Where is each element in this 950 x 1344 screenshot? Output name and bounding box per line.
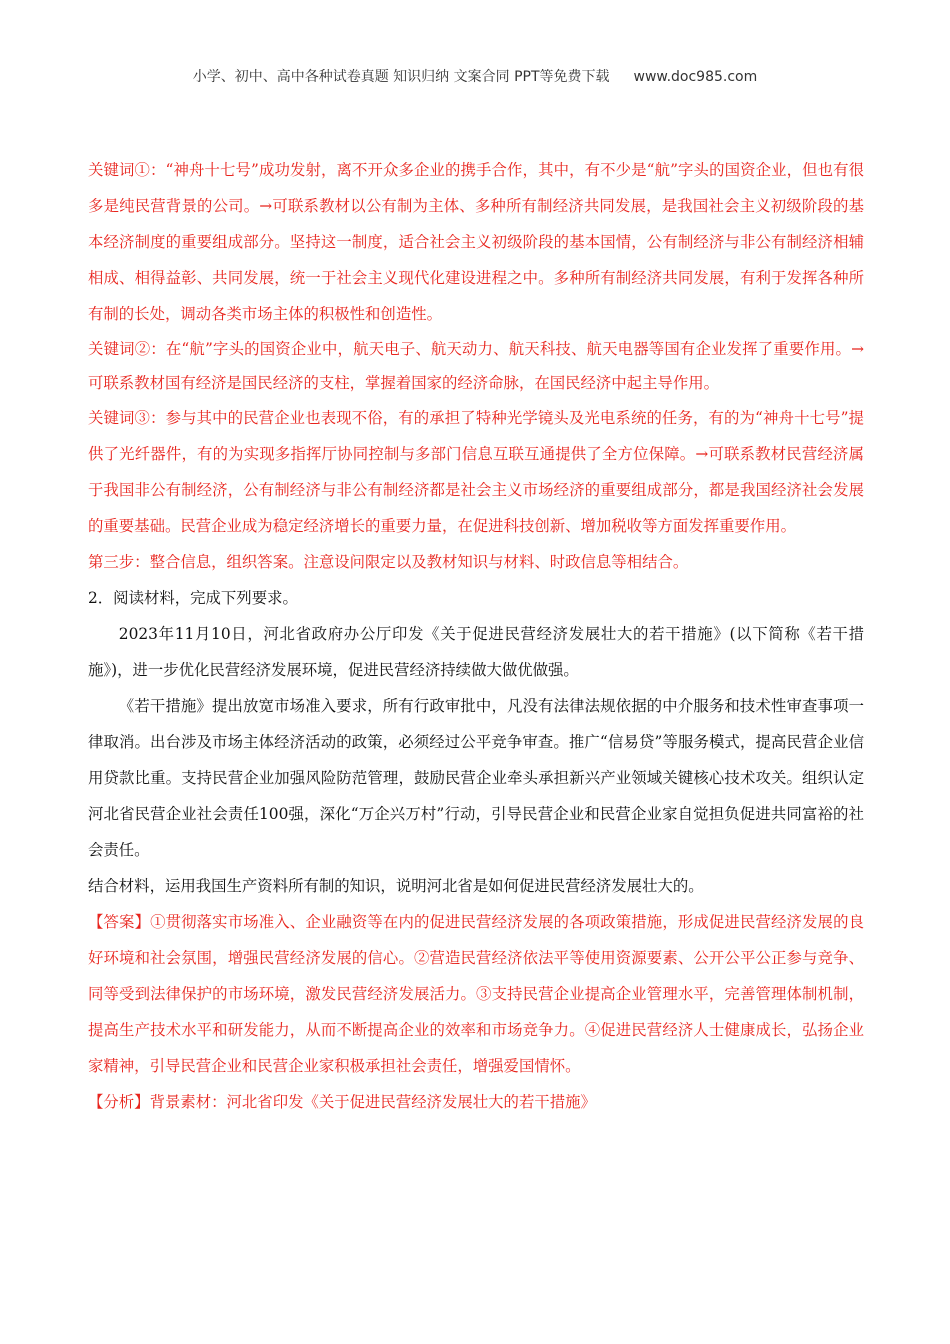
analysis-paragraph: 【分析】背景素材：河北省印发《关于促进民营经济发展壮大的若干措施》 [88,1093,596,1111]
document-body [88,152,864,1120]
answer-paragraph: 【答案】①贯彻落实市场准入、企业融资等在内的促进民营经济发展的各项政策措施，形成促进民营经济发展的良好环境和社会氛围，增强民营经济发展的信心。②营造民营经济依法平等使用资源要素、公开公平公正参与竞争、同等受到法律保护的市场环境，激发民营经济发展活力。③支持民营企业提高企业管理水平，完善管理体制机制，提高生产技术水平和研发能力，从而不断提高企业的效率和市场竞争力。④促进民营经济人士健康成长，弘扬企业家精神，引导民营企业和民营企业家积极承担社会责任，增强爱国情怀。 [88,913,864,1075]
question-requirement: 结合材料，运用我国生产资料所有制的知识，说明河北省是如何促进民营经济发展壮大的。 [88,877,704,895]
material-paragraph-2: 《若干措施》提出放宽市场准入要求，所有行政审批中，凡没有法律法规依据的中介服务和技术性审查事项一律取消。出台涉及市场主体经济活动的政策，必须经过公平竞争审查。推广“信易贷”等服务模式，提高民营企业信用贷款比重。支持民营企业加强风险防范管理，鼓励民营企业牵头承担新兴产业领域关键核心技术攻关。组织认定河北省民营企业社会责任100强，深化“万企兴万村”行动，引导民营企业和民营企业家自觉担负促进共同富裕的社会责任。 [88,697,864,859]
material-paragraph-1: 2023年11月10日，河北省政府办公厅印发《关于促进民营经济发展壮大的若干措施》(以下简称《若干措施》)，进一步优化民营经济发展环境，促进民营经济持续做大做优做强。 [88,625,864,679]
keyword-1-paragraph: 关键词①：“神舟十七号”成功发射，离不开众多企业的携手合作，其中，有不少是“航”字头的国资企业，但也有很多是纯民营背景的公司。→可联系教材以公有制为主体、多种所有制经济共同发展，是我国社会主义初级阶段的基本经济制度的重要组成部分。坚持这一制度，适合社会主义初级阶段的基本国情，公有制经济与非公有制经济相辅相成、相得益彰、共同发展，统一于社会主义现代化建设进程之中。多种所有制经济共同发展，有利于发挥各种所有制的长处，调动各类市场主体的积极性和创造性。 [88,161,864,323]
page-header [0,66,950,86]
keyword-3-paragraph: 关键词③：参与其中的民营企业也表现不俗，有的承担了特种光学镜头及光电系统的任务，有的为“神舟十七号”提供了光纤器件，有的为实现多指挥厅协同控制与多部门信息互联互通提供了全方位保障。→可联系教材民营经济属于我国非公有制经济，公有制经济与非公有制经济都是社会主义市场经济的重要组成部分，都是我国经济社会发展的重要基础。民营企业成为稳定经济增长的重要力量，在促进科技创新、增加税收等方面发挥重要作用。 [88,409,864,535]
header-text: 小学、初中、高中各种试卷真题 知识归纳 文案合同 PPT等免费下载 [192,69,610,85]
header-url[interactable]: www.doc985.com [633,69,758,85]
question-2-prompt: 2．阅读材料，完成下列要求。 [88,589,298,607]
step-3-paragraph: 第三步：整合信息，组织答案。注意设问限定以及教材知识与材料、时政信息等相结合。 [88,553,689,571]
keyword-2-paragraph: 关键词②：在“航”字头的国资企业中，航天电子、航天动力、航天科技、航天电器等国有企业发挥了重要作用。→可联系教材国有经济是国民经济的支柱，掌握着国家的经济命脉，在国民经济中起主导作用。 [88,340,864,392]
